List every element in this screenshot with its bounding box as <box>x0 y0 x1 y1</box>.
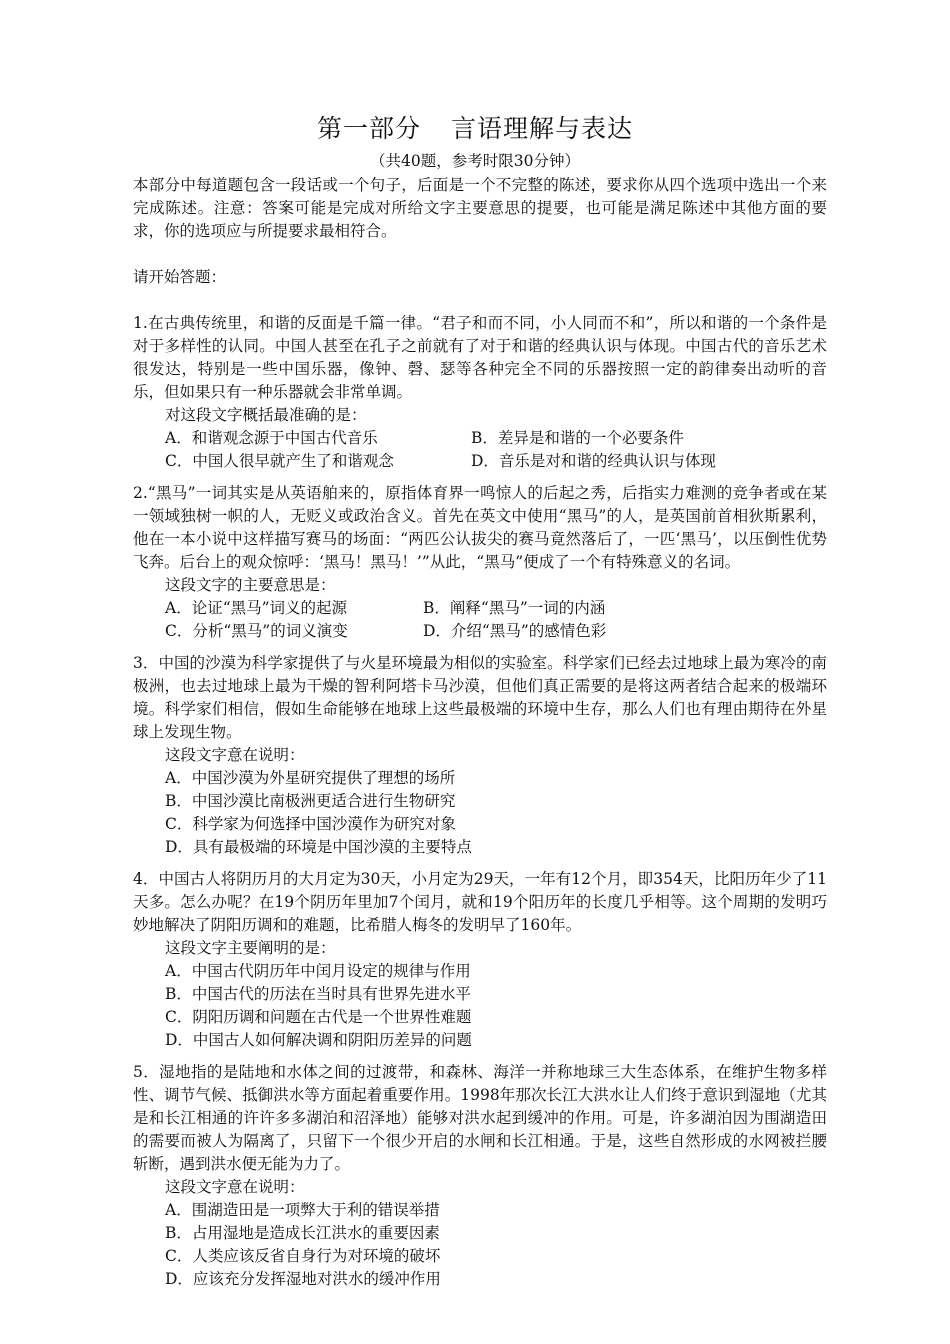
option-b[interactable]: B．阐释“黑马”一词的内涵 <box>423 599 606 617</box>
option-a[interactable]: A．中国沙漠为外星研究提供了理想的场所 <box>165 769 456 787</box>
question-prompt: 这段文字意在说明： <box>165 1178 305 1196</box>
question-3 <box>133 652 827 859</box>
question-stem: 2.“黑马”一词其实是从英语舶来的，原指体育界一鸣惊人的后起之秀，后指实力难测的竞争者或在某一领域独树一帜的人，无贬义或政治含义。首先在英文中使用“黑马”的人，是英国前首相狄斯累利，他在一本小说中这样描写赛马的场面：“两匹公认拔尖的赛马竟然落后了，一匹‘黑马’，以压倒性优势飞奔。后台上的观众惊呼：‘黑马！黑马！’”从此，“黑马”便成了一个有特殊意义的名词。 <box>133 484 827 571</box>
exam-body <box>133 174 827 1291</box>
option-a[interactable]: A．中国古代阴历年中闰月设定的规律与作用 <box>165 962 471 980</box>
option-d[interactable]: D．具有最极端的环境是中国沙漠的主要特点 <box>165 838 472 856</box>
title-part: 第一部分 <box>316 114 421 143</box>
instructions: 本部分中每道题包含一段话或一个句子，后面是一个不完整的陈述，要求你从四个选项中选出一个来完成陈述。注意：答案可能是完成对所给文字主要意思的提要，也可能是满足陈述中其他方面的要求，你的选项应与所提要求最相符合。 <box>133 176 827 240</box>
option-c[interactable]: C．人类应该反省自身行为对环境的破坏 <box>165 1247 441 1265</box>
option-b[interactable]: B．差异是和谐的一个必要条件 <box>471 429 684 447</box>
option-d[interactable]: D．中国古人如何解决调和阴阳历差异的问题 <box>165 1031 472 1049</box>
option-c[interactable]: C．阴阳历调和问题在古代是一个世界性难题 <box>165 1008 472 1026</box>
title-name: 言语理解与表达 <box>451 114 634 143</box>
question-prompt: 这段文字主要阐明的是： <box>165 939 336 957</box>
options <box>133 960 827 1052</box>
question-2 <box>133 482 827 643</box>
option-b[interactable]: B．中国沙漠比南极洲更适合进行生物研究 <box>165 792 456 810</box>
option-a[interactable]: A．和谐观念源于中国古代音乐 <box>165 429 378 447</box>
option-c[interactable]: C．中国人很早就产生了和谐观念 <box>165 452 394 470</box>
option-d[interactable]: D．介绍“黑马”的感情色彩 <box>423 622 607 640</box>
option-a[interactable]: A．论证“黑马”词义的起源 <box>165 599 348 617</box>
option-a[interactable]: A．围湖造田是一项弊大于利的错误举措 <box>165 1201 440 1219</box>
option-d[interactable]: D．音乐是对和谐的经典认识与体现 <box>471 452 716 470</box>
options <box>133 1199 827 1291</box>
question-prompt: 这段文字意在说明： <box>165 746 305 764</box>
page-subtitle: （共40题，参考时限30分钟） <box>370 152 580 170</box>
question-1 <box>133 312 827 473</box>
question-4 <box>133 868 827 1052</box>
options <box>133 597 827 643</box>
option-d[interactable]: D．应该充分发挥湿地对洪水的缓冲作用 <box>165 1270 441 1288</box>
question-stem: 3．中国的沙漠为科学家提供了与火星环境最为相似的实验室。科学家们已经去过地球上最为寒冷的南极洲，也去过地球上最为干燥的智利阿塔卡马沙漠，但他们真正需要的是将这两者结合起来的极端环境。科学家们相信，假如生命能够在地球上这些最极端的环境中生存，那么人们也有理由期待在外星球上发现生物。 <box>133 654 827 741</box>
option-c[interactable]: C．分析“黑马”的词义演变 <box>165 622 348 640</box>
option-b[interactable]: B．中国古代的历法在当时具有世界先进水平 <box>165 985 471 1003</box>
options <box>133 767 827 859</box>
option-b[interactable]: B．占用湿地是造成长江洪水的重要因素 <box>165 1224 440 1242</box>
page-title <box>0 112 950 146</box>
question-5 <box>133 1061 827 1291</box>
question-stem: 4．中国古人将阴历月的大月定为30天，小月定为29天，一年有12个月，即354天，比阳历年少了11天多。怎么办呢？在19个阴历年里加7个闰月，就和19个阳历年的长度几乎相等。这个周期的发明巧妙地解决了阴阳历调和的难题，比希腊人梅冬的发明早了160年。 <box>133 870 827 934</box>
option-c[interactable]: C．科学家为何选择中国沙漠作为研究对象 <box>165 815 456 833</box>
start-prompt: 请开始答题： <box>133 268 227 286</box>
question-stem: 1.在古典传统里，和谐的反面是千篇一律。“君子和而不同，小人同而不和”，所以和谐的一个条件是对于多样性的认同。中国人甚至在孔子之前就有了对于和谐的经典认识与体现。中国古代的音乐艺术很发达，特别是一些中国乐器，像钟、磬、瑟等各种完全不同的乐器按照一定的韵律奏出动听的音乐，但如果只有一种乐器就会非常单调。 <box>133 314 827 401</box>
question-prompt: 这段文字的主要意思是： <box>165 576 336 594</box>
options <box>133 427 827 473</box>
question-prompt: 对这段文字概括最准确的是： <box>165 406 367 424</box>
question-stem: 5．湿地指的是陆地和水体之间的过渡带，和森林、海洋一并称地球三大生态体系，在维护生物多样性、调节气候、抵御洪水等方面起着重要作用。1998年那次长江大洪水让人们终于意识到湿地（尤其是和长江相通的许许多多湖泊和沼泽地）能够对洪水起到缓冲的作用。可是，许多湖泊因为围湖造田的需要而被人为隔离了，只留下一个很少开启的水闸和长江相通。于是，这些自然形成的水网被拦腰斩断，遇到洪水便无能为力了。 <box>133 1063 827 1173</box>
